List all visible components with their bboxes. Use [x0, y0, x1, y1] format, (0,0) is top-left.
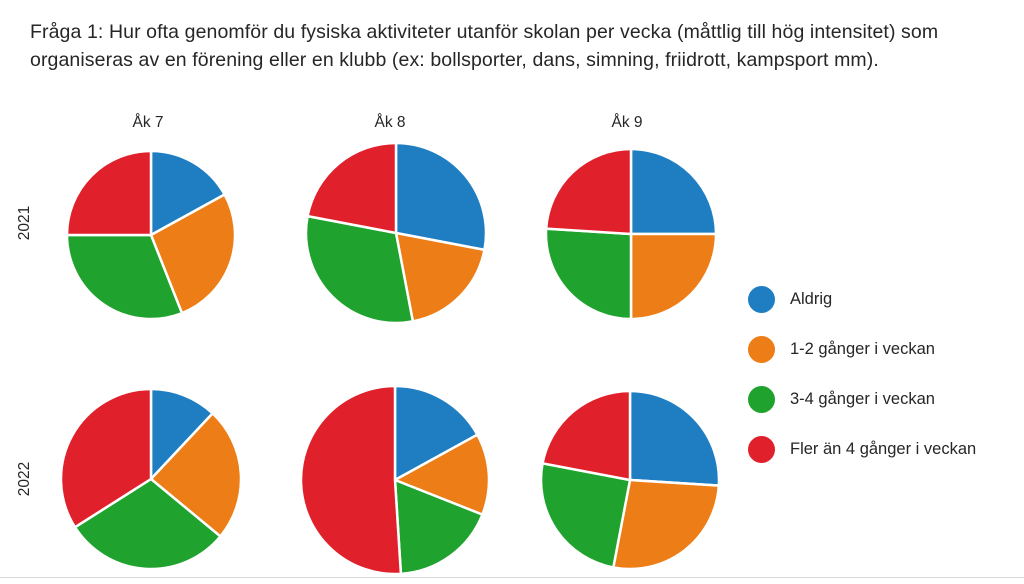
pie-chart-2022-Åk8 — [300, 385, 490, 575]
legend-item-1-2-ganger[interactable] — [748, 324, 1018, 374]
pie-slice — [613, 480, 719, 569]
pie-chart-2021-Åk7 — [66, 150, 236, 320]
legend-item-fler-an-4-ganger[interactable] — [748, 424, 1018, 474]
pie-chart-2022-Åk9 — [540, 390, 720, 570]
row-label-2022: 2022 — [16, 461, 33, 497]
pie-chart-2021-Åk8 — [305, 142, 487, 324]
pie-slice — [301, 386, 401, 574]
legend-swatch-1-2-ganger — [748, 336, 775, 363]
legend-swatch-3-4-ganger — [748, 386, 775, 413]
legend — [748, 274, 1018, 474]
bottom-divider — [0, 577, 1024, 578]
legend-label-3-4-ganger: 3-4 gånger i veckan — [790, 389, 935, 408]
pie-slice — [546, 229, 631, 319]
pie-chart-2022-Åk7 — [60, 388, 242, 570]
column-header-ak7: Åk 7 — [132, 114, 164, 131]
legend-label-1-2-ganger: 1-2 gånger i veckan — [790, 339, 935, 358]
pie-slice — [631, 234, 716, 319]
pie-chart-2021-Åk9 — [545, 148, 717, 320]
legend-swatch-aldrig — [748, 286, 775, 313]
legend-label-fler-an-4-ganger: Fler än 4 gånger i veckan — [790, 439, 977, 458]
legend-label-aldrig: Aldrig — [790, 289, 833, 308]
legend-item-aldrig[interactable] — [748, 274, 1018, 324]
column-header-ak9: Åk 9 — [611, 114, 643, 131]
pie-slice — [546, 149, 631, 234]
pie-slice — [630, 391, 719, 486]
pie-slice — [396, 143, 486, 250]
legend-swatch-fler-an-4-ganger — [748, 436, 775, 463]
page-title: Fråga 1: Hur ofta genomför du fysiska aktiviteter utanför skolan per vecka (måttlig till hög intensitet) som organiseras av en förening eller en klubb (ex: bollsporter, dans, simning, friidrott, kampsport mm). — [30, 21, 939, 72]
pie-slice — [67, 151, 151, 235]
pie-slice — [543, 391, 630, 480]
pie-slice — [308, 143, 396, 233]
row-label-2021: 2021 — [16, 205, 33, 241]
pie-slice — [541, 463, 630, 567]
legend-item-3-4-ganger[interactable] — [748, 374, 1018, 424]
column-header-ak8: Åk 8 — [374, 114, 406, 131]
pie-slice — [631, 149, 716, 234]
